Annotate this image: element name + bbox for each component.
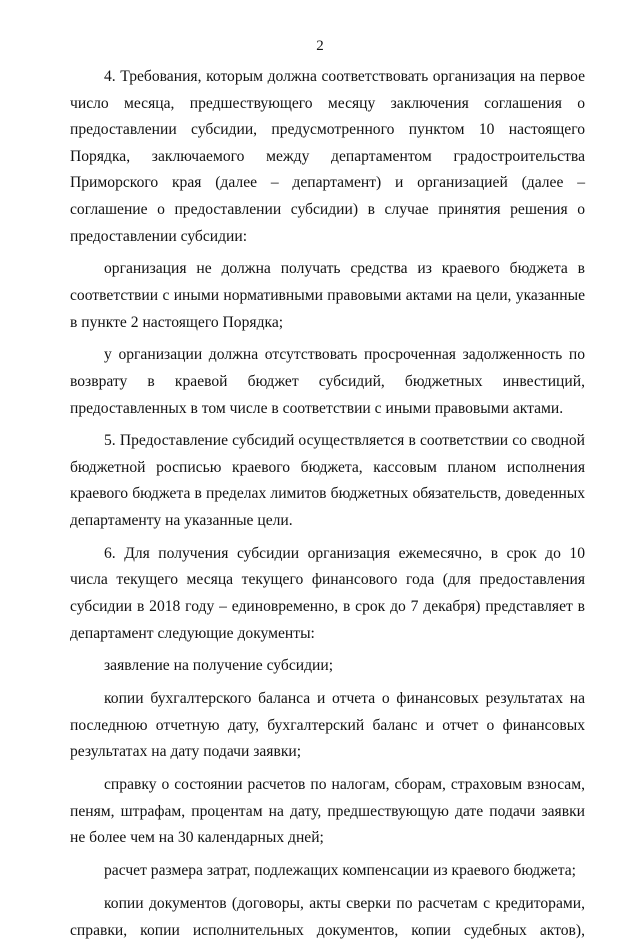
paragraph-no-overdue-debt: у организации должна отсутствовать просроченная задолженность по возврату в краевой бюджет субсидий, бюджетных инвестиций, предоставленных в том числе в соответствии с иными правовыми актами. [70,346,585,417]
page-number: 2 [316,38,324,54]
list-item-tax-certificate: справку о состоянии расчетов по налогам, сборам, страховым взносам, пеням, штрафам, процентам на дату, предшествующую дате подачи заявки не более чем на 30 календарных дней; [70,776,585,847]
paragraph-budget-allocation: 5. Предоставление субсидий осуществляется в соответствии со сводной бюджетной росписью краевого бюджета, кассовым планом исполнения краевого бюджета в пределах лимитов бюджетных обязательств, доведенных департаменту на указанные цели. [70,432,585,530]
paragraph-submission-terms: 6. Для получения субсидии организация ежемесячно, в срок до 10 числа текущего месяца текущего финансового года (для предоставления субсидии в 2018 году – единовременно, в срок до 7 декабря) представляет в департамент следующие документы: [70,544,585,642]
document-body [70,64,585,944]
list-item-cost-calculation: расчет размера затрат, подлежащих компенсации из краевого бюджета; [104,862,576,880]
list-item-balance-copies: копии бухгалтерского баланса и отчета о финансовых результатах на последнюю отчетную дату, бухгалтерский баланс и отчет о финансовых результатах на дату подачи заявки; [70,690,585,761]
paragraph-no-budget-funds: организация не должна получать средства из краевого бюджета в соответствии с иными нормативными правовыми актами на цели, указанные в пункте 2 настоящего Порядка; [70,260,585,331]
list-item-document-copies: копии документов (договоры, акты сверки по расчетам с кредиторами, справки, копии исполнительных документов, копии судебных актов), [70,894,585,939]
paragraph-requirements: 4. Требования, которым должна соответствовать организация на первое число месяца, предшествующего месяцу заключения соглашения о предоставлении субсидии, предусмотренного пунктом 10 настоящего Порядка, заключаемого между департаментом градостроительства Приморского края (далее – департамент) и организацией (далее – соглашение о предоставлении субсидии) в случае принятия решения о предоставлении субсидии: [70,68,585,245]
list-item-application: заявление на получение субсидии; [104,657,334,675]
